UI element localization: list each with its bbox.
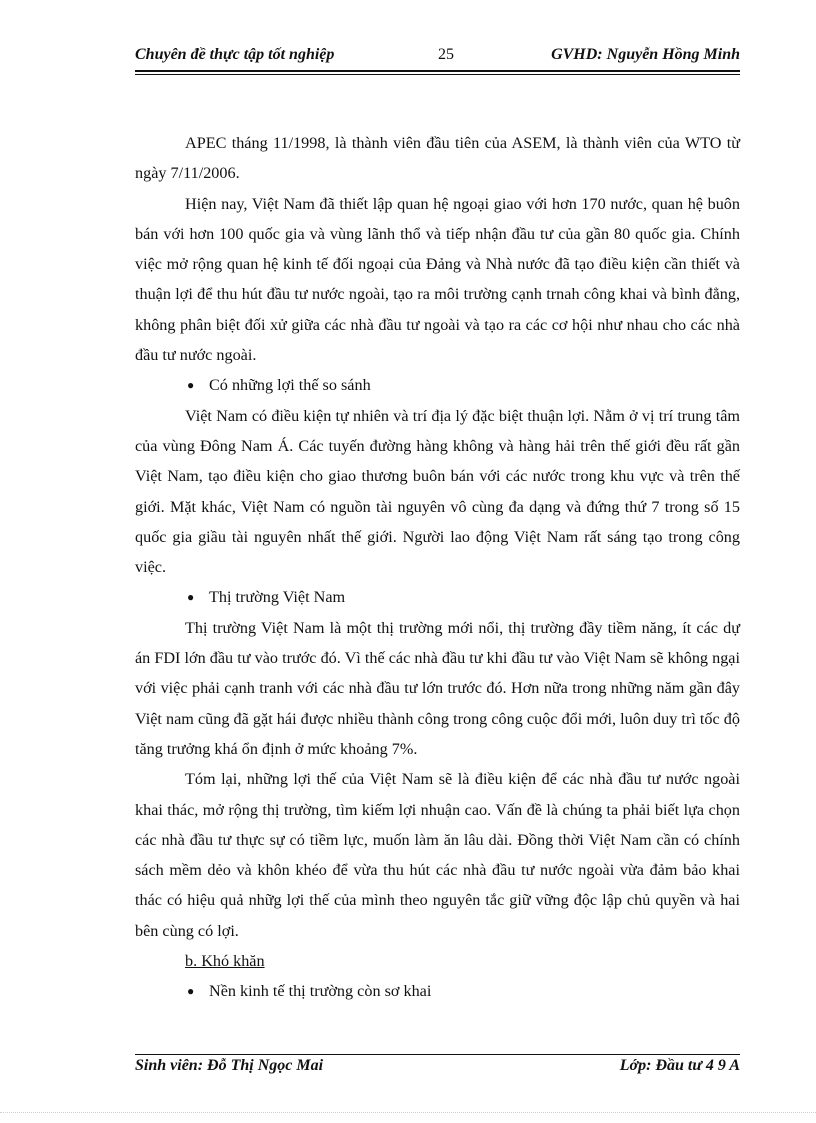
bullet-label: Thị trường Việt Nam xyxy=(209,588,346,607)
section-subheading xyxy=(135,946,740,976)
paragraph: APEC tháng 11/1998, là thành viên đầu tiên của ASEM, là thành viên của WTO từ ngày 7/11/2006. xyxy=(135,134,740,183)
supervisor-name: GVHD: Nguyễn Hồng Minh xyxy=(551,46,740,63)
bullet-label: Có những lợi thế so sánh xyxy=(209,376,371,395)
bullet-item xyxy=(135,582,740,612)
bullet-label: Nền kinh tế thị trường còn sơ khai xyxy=(209,982,432,1001)
class-name: Lớp: Đầu tư 4 9 A xyxy=(619,1057,740,1074)
bullet-item xyxy=(135,976,740,1006)
student-name: Sinh viên: Đỗ Thị Ngọc Mai xyxy=(135,1057,324,1074)
page-body xyxy=(135,128,740,1007)
paragraph: Việt Nam có điều kiện tự nhiên và trí địa lý đặc biệt thuận lợi. Nằm ở vị trí trung tâm của vùng Đông Nam Á. Các tuyến đường hàng không và hàng hải trên thế giới đều rất gần Việt Nam, tạo điều kiện cho giao thương buôn bán với các nước trong khu vực và trên thế giới. Mặt khác, Việt Nam có nguồn tài nguyên vô cùng đa dạng và đứng thứ 7 trong số 15 quốc gia giầu tài nguyên nhất thế giới. Người lao động Việt Nam rất sáng tạo trong công việc. xyxy=(135,406,740,577)
page-header xyxy=(135,44,740,70)
subheading-text: b. Khó khăn xyxy=(185,952,265,971)
document-title: Chuyên đề thực tập tốt nghiệp xyxy=(135,46,335,63)
paragraph: Tóm lại, những lợi thế của Việt Nam sẽ là điều kiện để các nhà đầu tư nước ngoài khai thác, mở rộng thị trường, tìm kiếm lợi nhuận cao. Vấn đề là chúng ta phải biết lựa chọn các nhà đầu tư thực sự có tiềm lực, muốn làm ăn lâu dài. Đồng thời Việt Nam cần có chính sách mềm dẻo và khôn khéo để vừa thu hút các nhà đầu tư nước ngoài vừa đảm bảo khai thác có hiệu quả nhữg lợi thế của mình theo nguyên tắc giữ vững độc lập chủ quyền và hai bên cùng có lợi. xyxy=(135,770,740,940)
bullet-item xyxy=(135,370,740,400)
bullet-dot-icon: ● xyxy=(187,378,195,393)
header-rule xyxy=(135,70,740,72)
page-footer xyxy=(135,1057,740,1079)
footer-rule xyxy=(135,1054,740,1055)
paragraph: Hiện nay, Việt Nam đã thiết lập quan hệ ngoại giao với hơn 170 nước, quan hệ buôn bán với hơn 100 quốc gia và vùng lãnh thổ và tiếp nhận đầu tư của gần 80 quốc gia. Chính việc mở rộng quan hệ kinh tế đối ngoại của Đảng và Nhà nước đã tạo điều kiện cần thiết và thuận lợi để thu hút đầu tư nước ngoài, tạo ra môi trường cạnh trnah công khai và bình đẳng, không phân biệt đối xử giữa các nhà đầu tư ngoài và tạo ra các cơ hội như nhau cho các nhà đầu tư nước ngoài. xyxy=(135,194,740,365)
bullet-dot-icon: ● xyxy=(187,590,195,605)
paragraph: Thị trường Việt Nam là một thị trường mới nổi, thị trường đầy tiềm năng, ít các dự án FDI lớn đầu tư vào trước đó. Vì thế các nhà đầu tư khi đầu tư vào Việt Nam sẽ không ngại với việc phải cạnh tranh với các nhà đầu tư lớn trước đó. Hơn nữa trong những năm gần đây Việt nam cũng đã gặt hái được nhiều thành công trong công cuộc đổi mới, luôn duy trì tốc độ tăng trưởng khá ổn định ở mức khoảng 7%. xyxy=(135,618,740,758)
page-edge-divider xyxy=(0,1112,816,1113)
bullet-dot-icon: ● xyxy=(187,984,195,999)
page-number: 25 xyxy=(438,46,454,63)
